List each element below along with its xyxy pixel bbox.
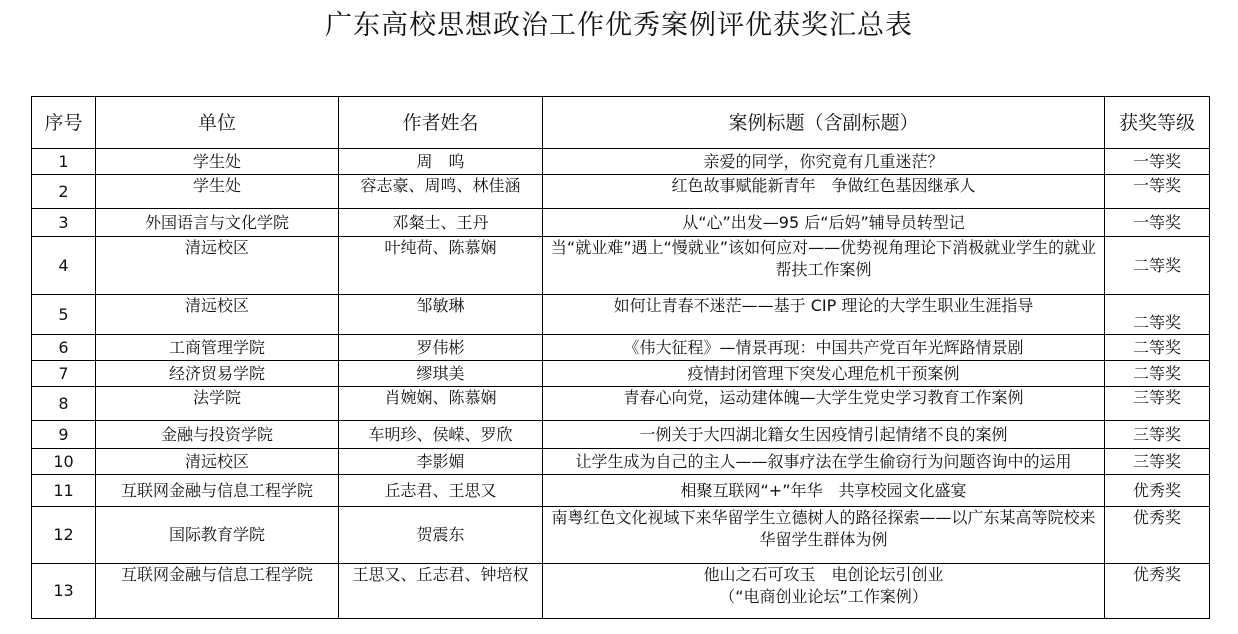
- table-row: [32, 335, 1210, 361]
- cell-no: 12: [32, 507, 96, 564]
- cell-unit: 互联网金融与信息工程学院: [96, 564, 339, 619]
- table-row: [32, 361, 1210, 387]
- cell-no: 6: [32, 335, 96, 361]
- table-row: [32, 564, 1210, 619]
- cell-unit: 经济贸易学院: [96, 361, 339, 387]
- table-row: [32, 421, 1210, 449]
- cell-award-level: 二等奖: [1105, 335, 1210, 361]
- cell-award-level: 三等奖: [1105, 387, 1210, 421]
- cell-authors: 李影媚: [339, 449, 543, 475]
- cell-unit: 互联网金融与信息工程学院: [96, 475, 339, 507]
- cell-no: 7: [32, 361, 96, 387]
- header-no: 序号: [32, 97, 96, 149]
- cell-authors: 容志豪、周鸣、林佳涵: [339, 175, 543, 209]
- cell-no: 11: [32, 475, 96, 507]
- cell-authors: 罗伟彬: [339, 335, 543, 361]
- awards-table: [31, 96, 1210, 619]
- cell-authors: 丘志君、王思又: [339, 475, 543, 507]
- cell-case-title: 相聚互联网“+”年华 共享校园文化盛宴: [543, 475, 1105, 507]
- cell-award-level: 优秀奖: [1105, 475, 1210, 507]
- cell-award-level: 一等奖: [1105, 209, 1210, 237]
- cell-authors: 叶纯荷、陈慕娴: [339, 237, 543, 295]
- cell-case-title: 青春心向党，运动建体魄—大学生党史学习教育工作案例: [543, 387, 1105, 421]
- table-row: [32, 507, 1210, 564]
- cell-no: 9: [32, 421, 96, 449]
- cell-case-title: 一例关于大四湖北籍女生因疫情引起情绪不良的案例: [543, 421, 1105, 449]
- cell-case-title: 让学生成为自己的主人——叙事疗法在学生偷窃行为问题咨询中的运用: [543, 449, 1105, 475]
- cell-no: 2: [32, 175, 96, 209]
- cell-unit: 金融与投资学院: [96, 421, 339, 449]
- cell-case-title: 如何让青春不迷茫——基于 CIP 理论的大学生职业生涯指导: [543, 295, 1105, 335]
- cell-award-level: 优秀奖: [1105, 507, 1210, 564]
- page-title: 广东高校思想政治工作优秀案例评优获奖汇总表: [325, 10, 913, 41]
- cell-case-title: 疫情封闭管理下突发心理危机干预案例: [543, 361, 1105, 387]
- case-title-line: 他山之石可攻玉 电创论坛引创业: [703, 565, 944, 584]
- cell-unit: 清远校区: [96, 237, 339, 295]
- cell-authors: 贺震东: [339, 507, 543, 564]
- cell-award-level: 一等奖: [1105, 149, 1210, 175]
- cell-no: 5: [32, 295, 96, 335]
- cell-case-title: [543, 564, 1105, 619]
- table-row: [32, 387, 1210, 421]
- cell-award-level: 一等奖: [1105, 175, 1210, 209]
- cell-unit: 学生处: [96, 175, 339, 209]
- table-header-row: [32, 97, 1210, 149]
- cell-award-level: 二等奖: [1105, 237, 1210, 295]
- cell-award-level: 优秀奖: [1105, 564, 1210, 619]
- cell-unit: 外国语言与文化学院: [96, 209, 339, 237]
- cell-authors: 缪琪美: [339, 361, 543, 387]
- table-row: [32, 209, 1210, 237]
- table-row: [32, 449, 1210, 475]
- cell-no: 4: [32, 237, 96, 295]
- cell-authors: 王思又、丘志君、钟培权: [339, 564, 543, 619]
- cell-award-level: 二等奖: [1105, 295, 1210, 335]
- cell-award-level: 三等奖: [1105, 421, 1210, 449]
- cell-no: 1: [32, 149, 96, 175]
- cell-unit: 法学院: [96, 387, 339, 421]
- cell-case-title: 南粤红色文化视域下来华留学生立德树人的路径探索——以广东某高等院校来华留学生群体为例: [543, 507, 1105, 564]
- header-unit: 单位: [96, 97, 339, 149]
- case-subtitle-line: （“电商创业论坛”工作案例）: [719, 587, 928, 606]
- table-row: [32, 175, 1210, 209]
- header-award-level: 获奖等级: [1105, 97, 1210, 149]
- cell-unit: 学生处: [96, 149, 339, 175]
- header-case-title: 案例标题（含副标题）: [543, 97, 1105, 149]
- cell-no: 8: [32, 387, 96, 421]
- cell-award-level: 三等奖: [1105, 449, 1210, 475]
- cell-no: 3: [32, 209, 96, 237]
- cell-authors: 邹敏琳: [339, 295, 543, 335]
- cell-authors: 肖婉娴、陈慕娴: [339, 387, 543, 421]
- cell-award-level: 二等奖: [1105, 361, 1210, 387]
- table-row: [32, 149, 1210, 175]
- cell-unit: 国际教育学院: [96, 507, 339, 564]
- cell-case-title: 《伟大征程》—情景再现：中国共产党百年光辉路情景剧: [543, 335, 1105, 361]
- cell-case-title: 亲爱的同学，你究竟有几重迷茫？: [543, 149, 1105, 175]
- cell-unit: 清远校区: [96, 449, 339, 475]
- cell-unit: 清远校区: [96, 295, 339, 335]
- cell-case-title: 红色故事赋能新青年 争做红色基因继承人: [543, 175, 1105, 209]
- cell-authors: 周 呜: [339, 149, 543, 175]
- cell-no: 10: [32, 449, 96, 475]
- cell-case-title: 当“就业难”遇上“慢就业”该如何应对——优势视角理论下消极就业学生的就业帮扶工作案例: [543, 237, 1105, 295]
- cell-no: 13: [32, 564, 96, 619]
- header-authors: 作者姓名: [339, 97, 543, 149]
- cell-authors: 邓粲士、王丹: [339, 209, 543, 237]
- table-row: [32, 295, 1210, 335]
- table-row: [32, 237, 1210, 295]
- cell-authors: 车明珍、侯嵘、罗欣: [339, 421, 543, 449]
- table-row: [32, 475, 1210, 507]
- cell-unit: 工商管理学院: [96, 335, 339, 361]
- cell-case-title: 从“心”出发—95 后“后妈”辅导员转型记: [543, 209, 1105, 237]
